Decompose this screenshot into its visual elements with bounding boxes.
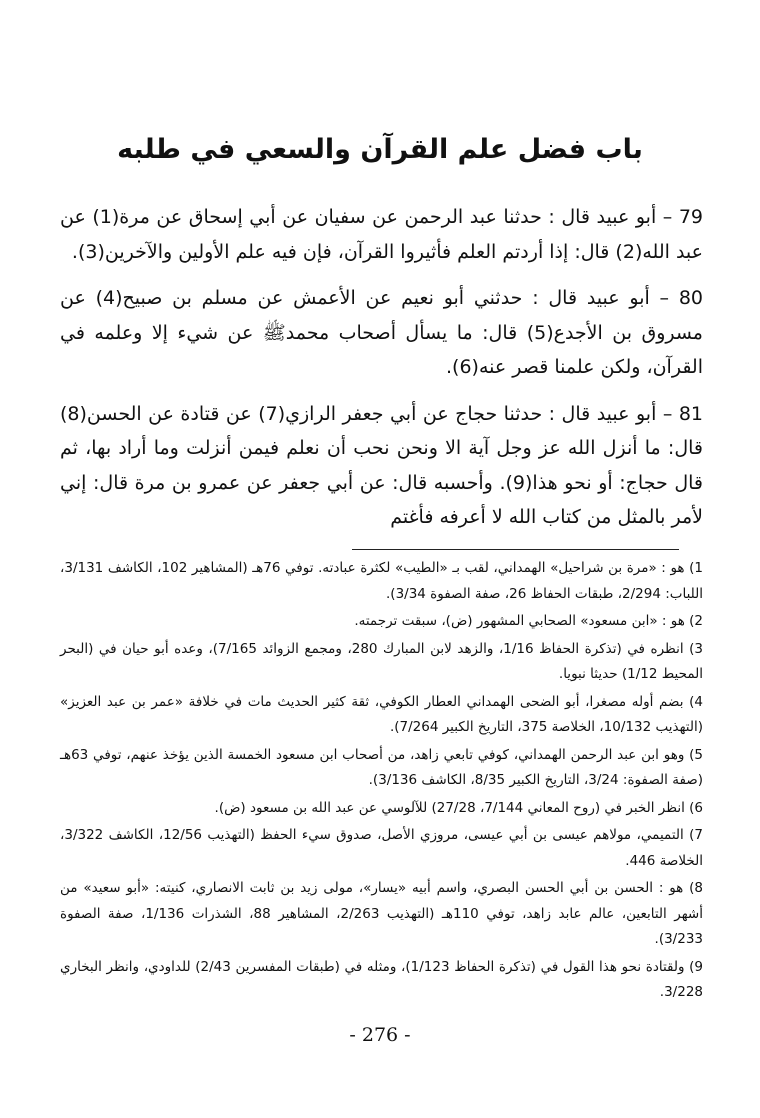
- hadith-paragraph: 80 – أبو عبيد قال : حدثني أبو نعيم عن الأعمش عن مسلم بن صبيح(4) عن مسروق بن الأجدع(5) قال: ما يسأل أصحاب محمدﷺ عن شيء إلا وعلمه في القرآن، ولكن علمنا قصر عنه(6).: [60, 287, 703, 378]
- chapter-title: باب فضل علم القرآن والسعي في طلبه: [117, 134, 643, 165]
- footnote: 5) وهو ابن عبد الرحمن الهمداني، كوفي تابعي زاهد، من أصحاب ابن مسعود الخمسة الذين يؤخذ عنهم، توفي 63هـ (صفة الصفوة: 3/24، التاريخ الكبير 8/35، الكاشف 3/136).: [60, 746, 703, 788]
- footnote: 3) انظره في (تذكرة الحفاظ 1/16، والزهد لابن المبارك 280، ومجمع الزوائد 7/165)، وعده أبو حيان في (البحر المحيط 1/12) حديثا نبويا.: [60, 640, 703, 682]
- footnote: 7) التميمي، مولاهم عيسى بن أبي عيسى، مروزي الأصل، صدوق سيء الحفظ (التهذيب 12/56، الكاشف 3/322، الخلاصة 446.: [60, 827, 703, 869]
- page-number: - 276 -: [349, 1024, 411, 1046]
- footnote: 2) هو : «ابن مسعود» الصحابي المشهور (ض)، سبقت ترجمته.: [354, 613, 703, 629]
- footnotes: [60, 556, 703, 1008]
- footnote: 4) بضم أوله مصغرا، أبو الضحى الهمداني العطار الكوفي، ثقة كثير الحديث مات في خلافة «عمر بن عبد العزيز» (التهذيب 10/132، الخلاصة 375، التاريخ الكبير 7/264).: [60, 693, 703, 735]
- footnote: 6) انظر الخبر في (روح المعاني 7/144، 27/28) للآلوسي عن عبد الله بن مسعود (ض).: [214, 799, 703, 816]
- footnote-separator: [352, 549, 679, 550]
- footnote: 8) هو : الحسن بن أبي الحسن البصري، واسم أبيه «يسار»، مولى زيد بن ثابت الانصاري، كنيته: «أبو سعيد» من أشهر التابعين، عالم عابد زاهد، توفي 110هـ (التهذيب 2/263، المشاهير 88، الشذرات 1/136، صفة الصفوة 3/233).: [60, 880, 703, 947]
- footnote: 9) ولقتادة نحو هذا القول في (تذكرة الحفاظ 1/123)، ومثله في (طبقات المفسرين 2/43) للداودي، وانظر البخاري 3/228.: [60, 958, 703, 1000]
- hadith-paragraph: 79 – أبو عبيد قال : حدثنا عبد الرحمن عن سفيان عن أبي إسحاق عن مرة(1) عن عبد الله(2) قال: إذا أردتم العلم فأثيروا القرآن، فإن فيه علم الأولين والآخرين(3).: [60, 206, 703, 263]
- footnote: 1) هو : «مرة بن شراحيل» الهمداني، لقب بـ «الطيب» لكثرة عبادته. توفي 76هـ (المشاهير 102، الكاشف 3/131، اللباب: 2/294، طبقات الحفاظ 26، صفة الصفوة 3/34).: [60, 560, 703, 602]
- hadith-paragraph: 81 – أبو عبيد قال : حدثنا حجاج عن أبي جعفر الرازي(7) عن قتادة عن الحسن(8) قال: ما أنزل الله عز وجل آية الا ونحن نحب أن نعلم فيمن أنزلت وما أراد بها، ثم قال حجاج: أو نحو هذا(9). وأحسبه قال: عن أبي جعفر عن عمرو بن مرة قال: إني لأمر بالمثل من كتاب الله لا أعرفه فأغتم: [60, 402, 703, 528]
- main-text: [60, 200, 703, 535]
